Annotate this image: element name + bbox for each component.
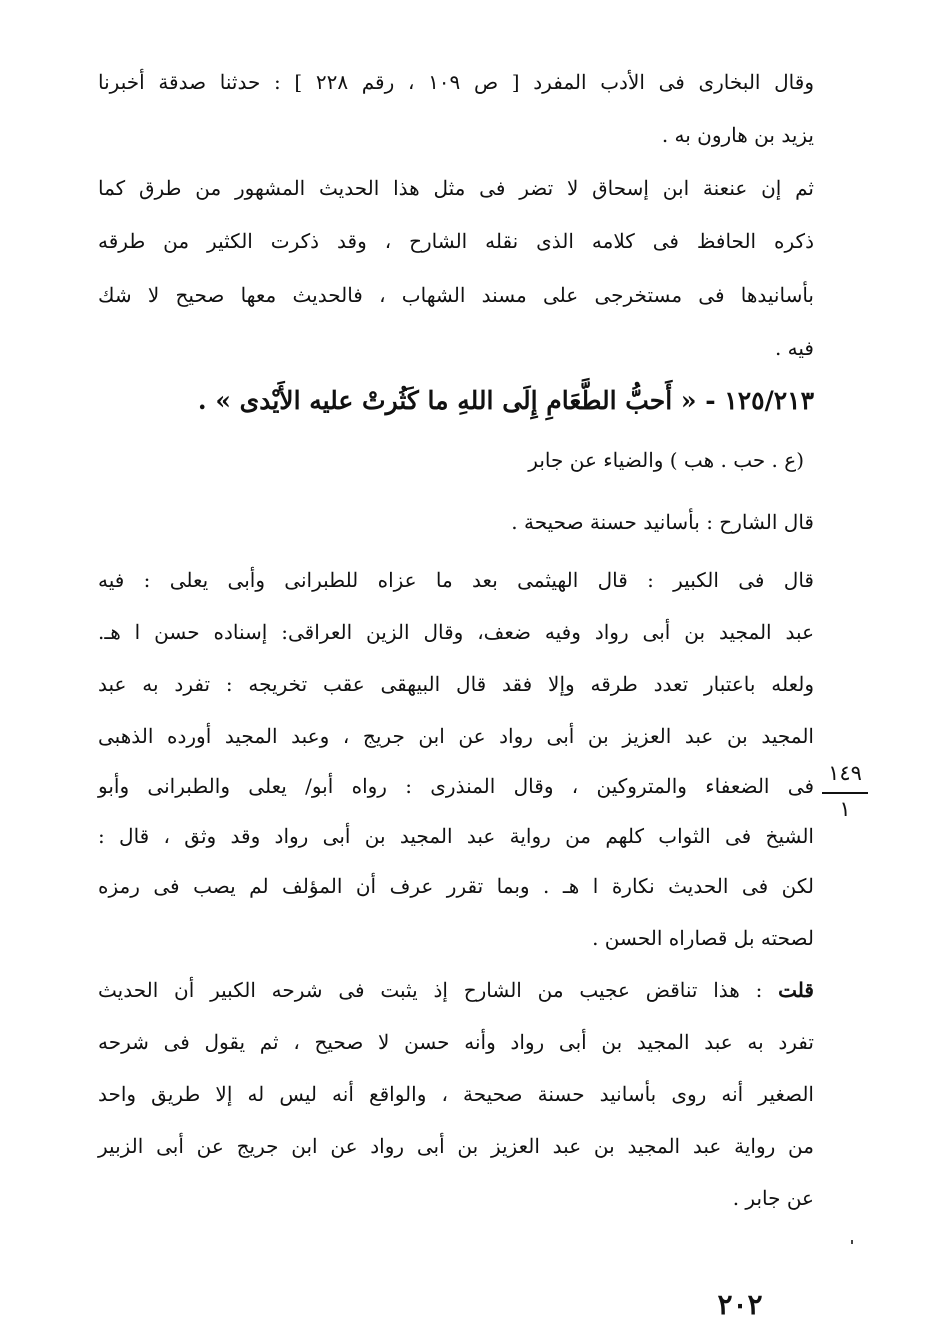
hadith-text: ١٢٥/٢١٣ - « أَحبُّ الطَّعَامِ إِلَى اللهِ ما كَثُرتْ عليه الأَيْدى » .	[197, 386, 814, 415]
text-line: لصحته بل قصاراه الحسن .	[592, 926, 814, 950]
text-line: تفرد به عبد المجيد بن أبى رواد وأنه حسن لا صحيح ، ثم يقول فى شرحه	[98, 1030, 814, 1054]
text-line: يزيد بن هارون به .	[661, 123, 814, 147]
margin-reference	[818, 760, 872, 822]
text-line: المجيد بن عبد العزيز بن أبى رواد عن ابن جريج ، وعبد المجيد أورده الذهبى	[98, 724, 814, 748]
text-line: الشيخ فى الثواب كلهم من رواية عبد المجيد بن أبى رواد وقد وثق ، قال :	[98, 824, 814, 848]
margin-reference-top: ١٤٩	[828, 761, 862, 785]
text-line: وقال البخارى فى الأدب المفرد [ ص ١٠٩ ، رقم ٢٢٨ ] : حدثنا صدقة أخبرنا	[98, 70, 814, 94]
text-line: بأسانيدها فى مستخرجى على مسند الشهاب ، فالحديث معها صحيح لا شك	[98, 283, 814, 307]
text-line: لكن فى الحديث نكارة ا هـ . وبما تقرر عرف أن المؤلف لم يصب فى رمزه	[98, 874, 814, 898]
text-line: عبد المجيد بن أبى رواد وفيه ضعف، وقال الزين العراقى: إسناده حسن ا هـ.	[98, 620, 814, 644]
margin-reference-rule	[822, 792, 868, 794]
hadith-sources-text: (ع . حب . هب ) والضياء عن جابر	[528, 448, 804, 472]
text-line: من رواية عبد المجيد بن عبد العزيز بن أبى رواد عن ابن جريج عن أبى الزبير	[98, 1134, 814, 1158]
text-line: فى الضعفاء والمتروكين ، وقال المنذرى : رواه أبو/ يعلى والطبرانى وأبو	[98, 774, 814, 798]
text-line: فيه .	[774, 336, 814, 360]
text-line: ولعله باعتبار تعدد طرقه وإلا فقد قال البيهقى عقب تخريجه : تفرد به عبد	[98, 672, 814, 696]
qult-label: قلت	[778, 978, 814, 1002]
text-line: ذكره الحافظ فى كلامه الذى نقله الشارح ، وقد ذكرت الكثير من طرقه	[98, 229, 814, 253]
hadith-sources	[104, 446, 804, 474]
qult-text: : هذا تناقض عجيب من الشارح إذ يثبت فى شرحه الكبير أن الحديث	[98, 978, 779, 1002]
text-line: الصغير أنه روى بأسانيد حسنة صحيحة ، والواقع أنه ليس له إلا طريق واحد	[98, 1082, 814, 1106]
margin-reference-bottom: ١	[839, 797, 851, 821]
print-speck	[851, 1240, 853, 1244]
text-line: عن جابر .	[732, 1186, 814, 1210]
page-number: ٢٠٢	[717, 1288, 763, 1321]
text-line: ثم إن عنعنة ابن إسحاق لا تضر فى مثل هذا الحديث المشهور من طرق كما	[98, 176, 814, 200]
text-line	[98, 976, 814, 1004]
text-line: قال الشارح : بأسانيد حسنة صحيحة .	[511, 510, 814, 534]
text-line: قال فى الكبير : قال الهيثمى بعد ما عزاه للطبرانى وأبى يعلى : فيه	[98, 568, 814, 592]
